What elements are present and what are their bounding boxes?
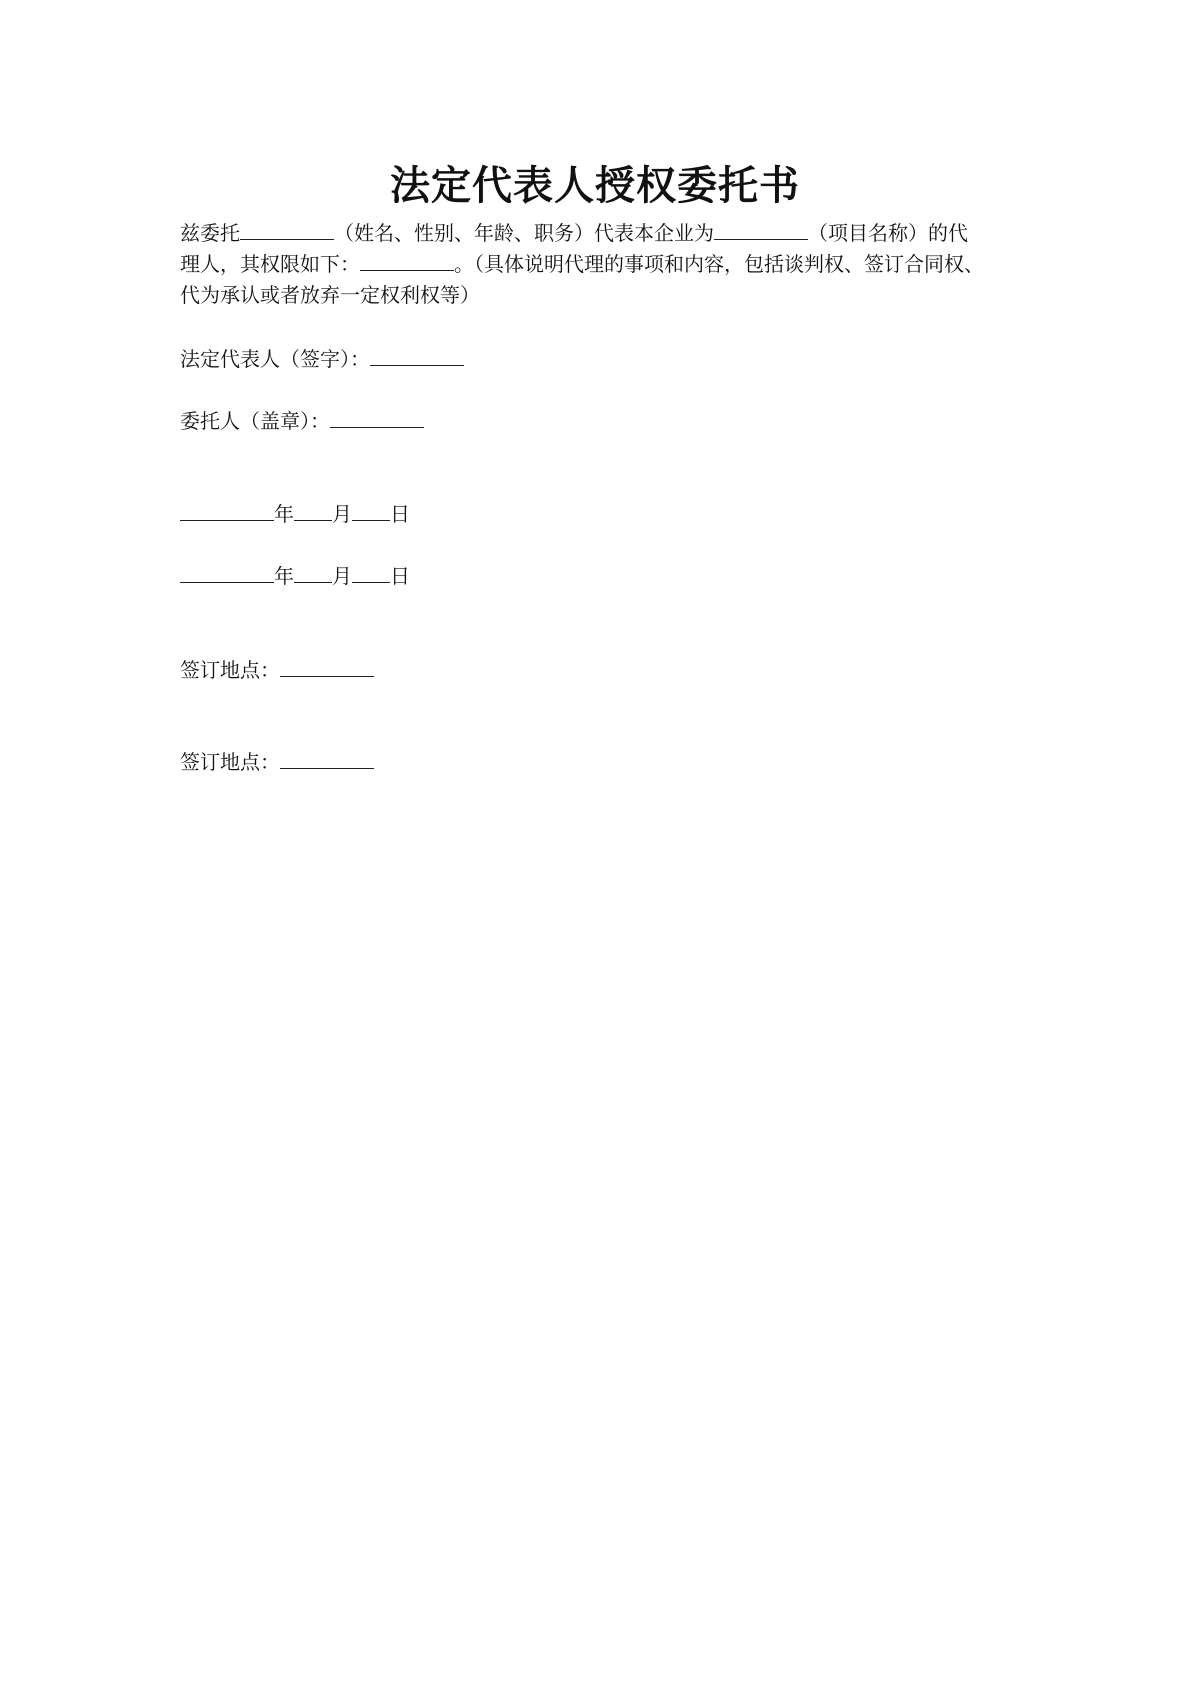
year-label: 年	[274, 564, 294, 588]
sign-place-line-2	[180, 748, 374, 776]
year-label: 年	[274, 502, 294, 526]
legal-rep-signature-blank[interactable]	[370, 345, 464, 366]
principal-seal-line	[180, 407, 424, 435]
legal-rep-signature-label: 法定代表人（签字）：	[180, 347, 370, 371]
year-blank[interactable]	[180, 562, 274, 583]
body-text: 。（具体说明代理的事项和内容，包括谈判权、签订合同权、	[454, 252, 984, 276]
year-blank[interactable]	[180, 500, 274, 521]
day-label: 日	[390, 502, 410, 526]
sign-place-line-1	[180, 656, 374, 684]
sign-place-blank[interactable]	[280, 748, 374, 769]
body-text: （项目名称）的代	[808, 221, 968, 245]
body-text: 兹委托	[180, 221, 240, 245]
date-line-2	[180, 562, 410, 590]
date-line-1	[180, 500, 410, 528]
agent-info-blank[interactable]	[240, 219, 334, 240]
body-text: 代为承认或者放弃一定权利权等）	[180, 283, 480, 307]
day-blank[interactable]	[352, 500, 390, 521]
sign-place-label: 签订地点：	[180, 750, 280, 774]
day-blank[interactable]	[352, 562, 390, 583]
authority-scope-blank[interactable]	[360, 250, 454, 271]
month-blank[interactable]	[294, 500, 332, 521]
sign-place-blank[interactable]	[280, 656, 374, 677]
sign-place-label: 签订地点：	[180, 658, 280, 682]
body-text: （姓名、性别、年龄、职务）代表本企业为	[334, 221, 714, 245]
day-label: 日	[390, 564, 410, 588]
legal-rep-signature-line	[180, 345, 464, 373]
body-paragraph-line-1	[180, 218, 1030, 249]
body-paragraph-line-3	[180, 280, 1030, 311]
month-blank[interactable]	[294, 562, 332, 583]
month-label: 月	[332, 564, 352, 588]
body-text: 理人，其权限如下：	[180, 252, 360, 276]
principal-seal-blank[interactable]	[330, 407, 424, 428]
month-label: 月	[332, 502, 352, 526]
document-title: 法定代表人授权委托书	[390, 162, 800, 209]
project-name-blank[interactable]	[714, 219, 808, 240]
principal-seal-label: 委托人（盖章）：	[180, 409, 330, 433]
body-paragraph-line-2	[180, 249, 1030, 280]
